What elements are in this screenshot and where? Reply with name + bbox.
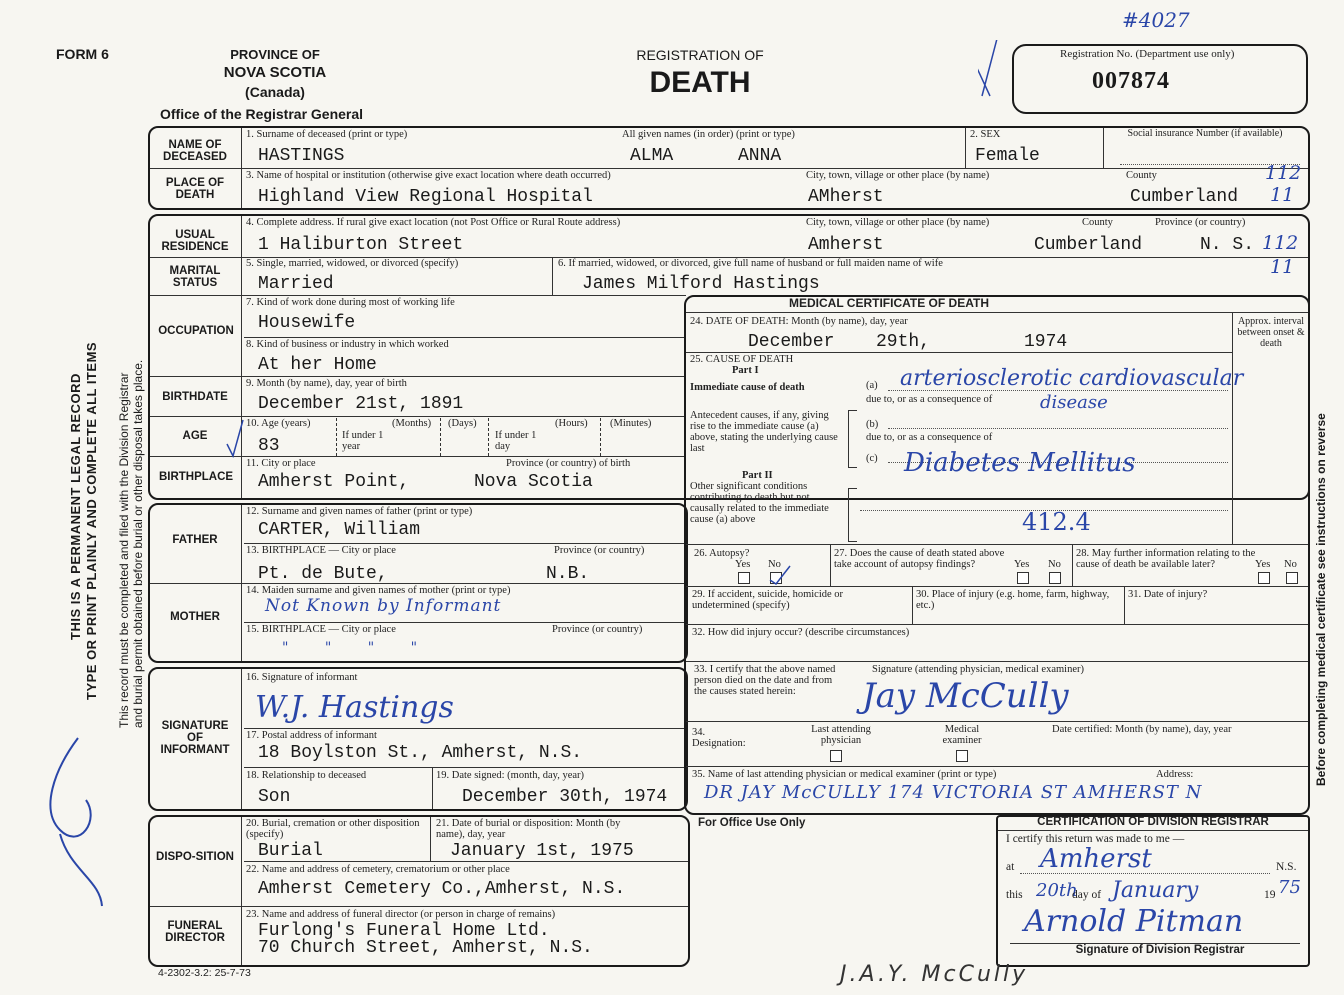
section-occupation: OCCUPATION — [158, 325, 234, 337]
label-death-county: County — [1126, 170, 1157, 181]
section-marital: MARITAL STATUS — [169, 265, 221, 289]
registrar-month: January — [1112, 878, 1199, 903]
last-attending-checkbox[interactable] — [830, 750, 842, 762]
side-instructions: Before completing medical certificate see instructions on reverse — [1314, 413, 1328, 786]
physician-name: DR JAY McCULLY 174 VICTORIA ST AMHERST N — [704, 782, 1203, 803]
label-father-birthplace: 13. BIRTHPLACE — City or place — [246, 545, 396, 556]
value-birth-city: Amherst Point, — [258, 472, 410, 492]
margin-code-4: 11 — [1270, 256, 1295, 278]
value-age: 83 — [258, 436, 280, 456]
value-funeral-line2: 70 Church Street, Amherst, N.S. — [258, 938, 593, 958]
value-informant-address: 18 Boylston St., Amherst, N.S. — [258, 743, 583, 763]
label-marital: 5. Single, married, widowed, or divorced (specify) — [246, 258, 459, 269]
margin-code-1: 112 — [1265, 162, 1302, 184]
value-relationship: Son — [258, 787, 291, 807]
value-death-day: 29th, — [876, 332, 931, 352]
label-cemetery: 22. Name and address of cemetery, crematorium or other place — [246, 864, 510, 875]
margin-scribble-icon — [30, 730, 110, 910]
office-use-label: For Office Use Only — [698, 817, 806, 829]
label-age-minutes: (Minutes) — [610, 418, 652, 429]
label-designation: 34. Designation: — [692, 727, 746, 749]
registrar-title: CERTIFICATION OF DIVISION REGISTRAR — [1037, 816, 1269, 828]
label-res-county: County — [1082, 217, 1113, 228]
label-autopsy-findings: 27. Does the cause of death stated above take account of autopsy findings? — [834, 548, 1005, 570]
side-legal-line1: THIS IS A PERMANENT LEGAL RECORD — [68, 373, 83, 640]
registrar-certify-line: I certify this return was made to me — — [1006, 833, 1185, 845]
label-further-yes: Yes — [1255, 559, 1271, 570]
label-burial-date: 21. Date of burial or disposition: Month (by name), day, year — [436, 818, 621, 840]
label-place-of-injury: 30. Place of injury (e.g. home, farm, highway, etc.) — [916, 589, 1110, 611]
label-informant-signature: 16. Signature of informant — [246, 672, 358, 683]
registrar-place: Amherst — [1040, 844, 1152, 874]
label-spouse: 6. If married, widowed, or divorced, give full name of husband or full maiden name of wife — [558, 258, 943, 269]
label-informant-address: 17. Postal address of informant — [246, 730, 377, 741]
label-autopsy-no: No — [768, 559, 781, 570]
registrar-this: this — [1006, 889, 1023, 901]
title-line1: REGISTRATION OF — [636, 47, 764, 63]
label-age-hours: (Hours) — [555, 418, 588, 429]
informant-signature: W.J. Hastings — [255, 690, 454, 725]
value-death-year: 1974 — [1024, 332, 1068, 352]
province-line2: NOVA SCOTIA — [223, 64, 327, 81]
label-father: 12. Surname and given names of father (print or type) — [246, 506, 473, 517]
age-check-icon — [225, 418, 245, 458]
handwritten-number: #4027 — [1122, 8, 1190, 32]
label-date-signed: 19. Date signed: (month, day, year) — [436, 770, 585, 781]
value-burial-date: January 1st, 1975 — [450, 841, 634, 861]
side-legal-line3: This record must be completed and filed with the Division Registrar — [117, 372, 131, 728]
label-other-conditions: Other significant conditions contributing to death but not causally related to the immediate cause (a) above — [690, 481, 829, 525]
registration-number-label: Registration No. (Department use only) — [1060, 48, 1235, 60]
value-disposition: Burial — [258, 841, 323, 861]
label-birthdate: 9. Month (by name), day, year of birth — [246, 378, 407, 389]
label-medical-examiner: Medical examiner — [942, 724, 982, 746]
registrar-year: 75 — [1278, 877, 1301, 898]
section-mother: MOTHER — [170, 611, 220, 623]
label-b: (b) — [866, 419, 879, 430]
value-address: 1 Haliburton Street — [258, 235, 464, 255]
value-birth-province: Nova Scotia — [474, 472, 593, 492]
label-date-of-injury: 31. Date of injury? — [1128, 589, 1208, 600]
value-death-county: Cumberland — [1130, 187, 1239, 207]
label-given-names: All given names (in order) (print or type) — [622, 129, 795, 140]
registrar-day: 20th — [1036, 880, 1078, 901]
label-work: 7. Kind of work done during most of working life — [246, 297, 455, 308]
section-residence: USUAL RESIDENCE — [161, 229, 229, 253]
value-work: Housewife — [258, 313, 356, 333]
label-part2: Part II — [742, 470, 773, 481]
label-findings-yes: Yes — [1014, 559, 1030, 570]
label-a: (a) — [866, 380, 878, 391]
icd-code: 412.4 — [1022, 508, 1091, 536]
bottom-signature: J.A.Y. McCully — [840, 962, 1029, 987]
form-code: 4-2302-3.2: 25-7-73 — [158, 967, 251, 979]
value-business: At her Home — [258, 355, 377, 375]
value-given1: ALMA — [630, 146, 674, 166]
label-further-info: 28. May further information relating to the cause of death be available later? — [1076, 548, 1256, 570]
value-mother: Not Known by Informant — [265, 596, 502, 616]
label-how-injury: 32. How did injury occur? (describe circumstances) — [692, 627, 910, 638]
label-sin: Social insurance Number (if available) — [1127, 128, 1283, 139]
bracket-icon-2 — [848, 488, 857, 542]
margin-code-2: 11 — [1270, 184, 1295, 206]
value-spouse: James Milford Hastings — [582, 274, 820, 294]
section-age: AGE — [182, 430, 208, 442]
label-part1: Part I — [732, 365, 759, 376]
label-mother-province: Province (or country) — [552, 624, 643, 635]
label-birth-province: Province (or country) of birth — [506, 458, 631, 469]
section-birthplace: BIRTHPLACE — [158, 471, 234, 483]
registrar-signature-label: Signature of Division Registrar — [1075, 944, 1245, 956]
label-interval: Approx. interval between onset & death — [1237, 316, 1305, 349]
autopsy-yes-checkbox[interactable] — [738, 572, 750, 584]
label-death-city: City, town, village or other place (by name) — [806, 170, 990, 181]
label-address: 4. Complete address. If rural give exact location (not Post Office or Rural Route address) — [246, 217, 621, 228]
value-mother-birthplace: " " " " — [282, 640, 434, 656]
label-business: 8. Kind of business or industry in which worked — [246, 339, 449, 350]
label-under-day: If under 1 day — [495, 430, 537, 452]
further-yes-checkbox[interactable] — [1258, 572, 1270, 584]
medical-title: MEDICAL CERTIFICATE OF DEATH — [789, 296, 989, 310]
findings-no-checkbox[interactable] — [1049, 572, 1061, 584]
value-res-city: Amherst — [808, 235, 884, 255]
label-certify-physician: 33. I certify that the above named person died on the date and from the causes stated herein: — [694, 664, 836, 697]
label-surname: 1. Surname of deceased (print or type) — [246, 129, 408, 140]
autopsy-no-check-icon — [768, 562, 792, 586]
side-legal-line2: TYPE OR PRINT PLAINLY AND COMPLETE ALL ITEMS — [84, 341, 99, 700]
value-funeral-line1: Furlong's Funeral Home Ltd. — [258, 921, 550, 941]
section-father: FATHER — [172, 534, 218, 546]
section-disposition: DISPO-SITION — [156, 851, 234, 863]
label-antecedent: Antecedent causes, if any, giving rise to the immediate cause (a) above, stating the underlying cause last — [690, 410, 838, 454]
cause-c: Diabetes Mellitus — [904, 448, 1136, 478]
value-date-signed: December 30th, 1974 — [462, 787, 668, 807]
label-age-months: (Months) — [392, 418, 432, 429]
label-further-no: No — [1284, 559, 1297, 570]
label-hospital: 3. Name of hospital or institution (otherwise give exact location where death occurred) — [246, 170, 611, 181]
value-father: CARTER, William — [258, 520, 421, 540]
label-last-attending: Last attending physician — [811, 724, 871, 746]
label-under-year: If under 1 year — [342, 430, 384, 452]
registrar-at: at — [1006, 861, 1015, 873]
label-res-province: Province (or country) — [1155, 217, 1246, 228]
label-age-days: (Days) — [448, 418, 477, 429]
physician-signature: Jay McCully — [862, 676, 1069, 716]
label-father-province: Province (or country) — [554, 545, 645, 556]
further-no-checkbox[interactable] — [1286, 572, 1298, 584]
section-name: NAME OF DECEASED — [163, 139, 227, 163]
label-birth-city: 11. City or place — [246, 458, 316, 469]
label-findings-no: No — [1048, 559, 1061, 570]
registrar-day-of: day of — [1072, 889, 1102, 901]
value-cemetery: Amherst Cemetery Co.,Amherst, N.S. — [258, 879, 626, 899]
medical-examiner-checkbox[interactable] — [956, 750, 968, 762]
label-age: 10. Age (years) — [246, 418, 311, 429]
label-autopsy: 26. Autopsy? — [694, 548, 750, 559]
label-autopsy-yes: Yes — [735, 559, 751, 570]
label-funeral-director: 23. Name and address of funeral director (or person in charge of remains) — [246, 909, 556, 920]
value-marital: Married — [258, 274, 334, 294]
label-accident: 29. If accident, suicide, homicide or undetermined (specify) — [692, 589, 844, 611]
cause-a: arteriosclerotic cardiovascular — [900, 366, 1244, 391]
value-father-province: N.B. — [546, 564, 590, 584]
label-due-to-2: due to, or as a consequence of — [866, 432, 993, 443]
label-physician-address: Address: — [1156, 769, 1194, 780]
label-physician-name: 35. Name of last attending physician or medical examiner (print or type) — [692, 769, 997, 780]
title-death: DEATH — [649, 66, 751, 99]
value-sex: Female — [975, 146, 1040, 166]
label-mother: 14. Maiden surname and given names of mother (print or type) — [246, 585, 511, 596]
label-due-to-1: due to, or as a consequence of — [866, 394, 993, 405]
label-relationship: 18. Relationship to deceased — [246, 770, 367, 781]
section-place: PLACE OF DEATH — [165, 177, 225, 201]
label-c: (c) — [866, 453, 878, 464]
registration-number: 007874 — [1092, 68, 1170, 94]
bracket-icon — [848, 410, 857, 468]
value-hospital: Highland View Regional Hospital — [258, 187, 593, 207]
cause-a-continued: disease — [1040, 392, 1108, 413]
margin-code-3: 112 — [1262, 232, 1299, 254]
findings-yes-checkbox[interactable] — [1017, 572, 1029, 584]
value-surname: HASTINGS — [258, 146, 345, 166]
section-birthdate: BIRTHDATE — [162, 391, 228, 403]
value-father-city: Pt. de Bute, — [258, 564, 388, 584]
side-legal-line4: and burial permit obtained before burial or other disposal takes place. — [131, 359, 145, 728]
value-death-month: December — [748, 332, 835, 352]
label-sex: 2. SEX — [970, 129, 1001, 140]
label-date-certified: Date certified: Month (by name), day, year — [1052, 724, 1232, 735]
label-date-of-death: 24. DATE OF DEATH: Month (by name), day, year — [690, 316, 908, 327]
value-death-city: AMherst — [808, 187, 884, 207]
value-res-province: N. S. — [1200, 235, 1255, 255]
label-res-city: City, town, village or other place (by name) — [806, 217, 990, 228]
value-given2: ANNA — [738, 146, 782, 166]
province-line3: (Canada) — [245, 84, 305, 100]
section-funeral: FUNERAL DIRECTOR — [165, 920, 225, 944]
registrar-signature: Arnold Pitman — [1024, 904, 1244, 939]
label-cause-of-death: 25. CAUSE OF DEATH — [690, 354, 794, 365]
value-birthdate: December 21st, 1891 — [258, 394, 464, 414]
value-res-county: Cumberland — [1034, 235, 1143, 255]
form-number: FORM 6 — [56, 46, 109, 62]
label-mother-birthplace: 15. BIRTHPLACE — City or place — [246, 624, 396, 635]
province-line1: PROVINCE OF — [230, 47, 320, 62]
section-informant: SIGNATURE OF INFORMANT — [160, 720, 230, 756]
label-disposition: 20. Burial, cremation or other disposition (specify) — [246, 818, 420, 840]
label-immediate: Immediate cause of death — [690, 382, 805, 393]
office-title: Office of the Registrar General — [160, 106, 364, 122]
registrar-year-prefix: 19 — [1264, 889, 1276, 901]
label-physician-signature: Signature (attending physician, medical examiner) — [872, 664, 1084, 675]
registrar-ns: N.S. — [1276, 861, 1297, 873]
